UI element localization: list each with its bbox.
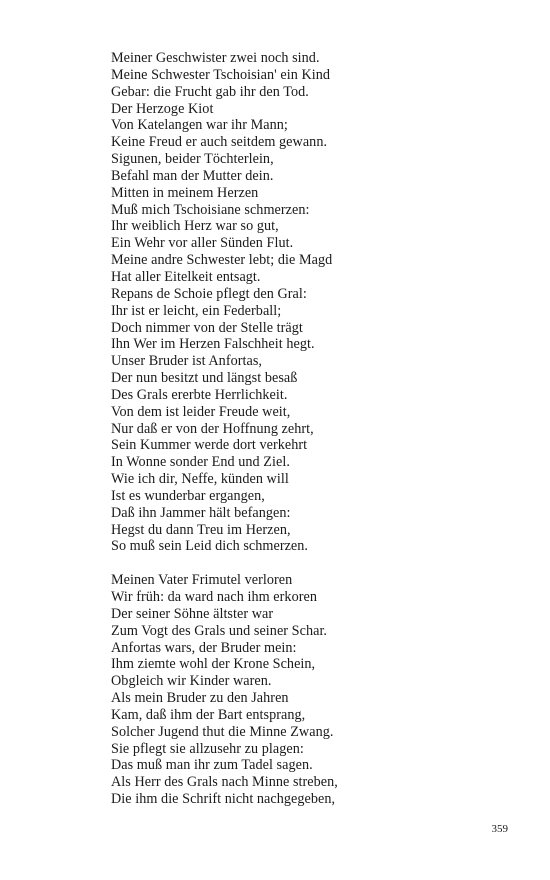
verse-line: Meinen Vater Frimutel verloren (111, 572, 293, 589)
stanza-break (111, 555, 511, 572)
verse-line: Kam, daß ihm der Bart entsprang, (111, 706, 306, 723)
verse-line: Wir früh: da ward nach ihm erkoren (111, 589, 317, 605)
verse-line: Nur daß er von der Hoffnung zehrt, (111, 420, 314, 437)
verse-line: Obgleich wir Kinder waren. (111, 673, 272, 690)
verse-line: Als Herr des Grals nach Minne streben, (111, 774, 338, 791)
verse-line: In Wonne sonder End und Ziel. (111, 454, 290, 471)
verse-line: Der nun besitzt und längst besaß (111, 370, 298, 387)
stanza-1 (111, 50, 511, 555)
stanza-2 (111, 572, 511, 808)
verse-line: Wie ich dir, Neffe, künden will (111, 471, 289, 488)
verse-line: Sigunen, beider Töchterlein, (111, 151, 274, 168)
verse-line: Befahl man der Mutter dein. (111, 167, 274, 184)
verse-line: Meine andre Schwester lebt; die Magd (111, 252, 333, 269)
verse-line: Sein Kummer werde dort verkehrt (111, 437, 308, 454)
verse-line: Unser Bruder ist Anfortas, (111, 353, 263, 370)
verse-line: Doch nimmer von der Stelle trägt (111, 319, 303, 336)
verse-line: Die ihm die Schrift nicht nachgegeben, (111, 791, 336, 808)
verse-line: Meiner Geschwister zwei noch sind. (111, 50, 320, 66)
verse-line: Solcher Jugend thut die Minne Zwang. (111, 723, 334, 740)
verse-line: Ihr weiblich Herz war so gut, (111, 218, 279, 235)
verse-line: Von dem ist leider Freude weit, (111, 403, 291, 420)
verse-line: Ist es wunderbar ergangen, (111, 487, 265, 504)
verse-line: Ihr ist er leicht, ein Federball; (111, 302, 282, 319)
verse-line: Meine Schwester Tschoisian' ein Kind (111, 66, 331, 83)
verse-line: Repans de Schoie pflegt den Gral: (111, 285, 307, 302)
verse-line: Ein Wehr vor aller Sünden Flut. (111, 235, 294, 252)
verse-line: Des Grals ererbte Herrlichkeit. (111, 386, 288, 403)
verse-line: Der seiner Söhne ältster war (111, 605, 274, 622)
page-number: 359 (491, 823, 508, 835)
verse-line: Ihn Wer im Herzen Falschheit hegt. (111, 336, 315, 353)
verse-line: Der Herzoge Kiot (111, 100, 214, 117)
verse-line: Ihm ziemte wohl der Krone Schein, (111, 656, 316, 673)
verse-line: Von Katelangen war ihr Mann; (111, 117, 288, 134)
verse-line: So muß sein Leid dich schmerzen. (111, 538, 309, 555)
verse-line: Zum Vogt des Grals und seiner Schar. (111, 622, 328, 639)
verse-line: Als mein Bruder zu den Jahren (111, 690, 289, 707)
verse-line: Gebar: die Frucht gab ihr den Tod. (111, 83, 309, 100)
verse-line: Daß ihn Jammer hält befangen: (111, 504, 291, 521)
verse-line: Hegst du dann Treu im Herzen, (111, 521, 291, 538)
verse-line: Sie pflegt sie allzusehr zu plagen: (111, 740, 304, 757)
verse-line: Muß mich Tschoisiane schmerzen: (111, 201, 310, 218)
verse-line: Hat aller Eitelkeit entsagt. (111, 268, 261, 285)
poem-text (111, 50, 511, 808)
verse-line: Mitten in meinem Herzen (111, 184, 259, 201)
verse-line: Keine Freud er auch seitdem gewann. (111, 134, 328, 151)
verse-line: Das muß man ihr zum Tadel sagen. (111, 757, 313, 774)
verse-line: Anfortas wars, der Bruder mein: (111, 639, 297, 656)
